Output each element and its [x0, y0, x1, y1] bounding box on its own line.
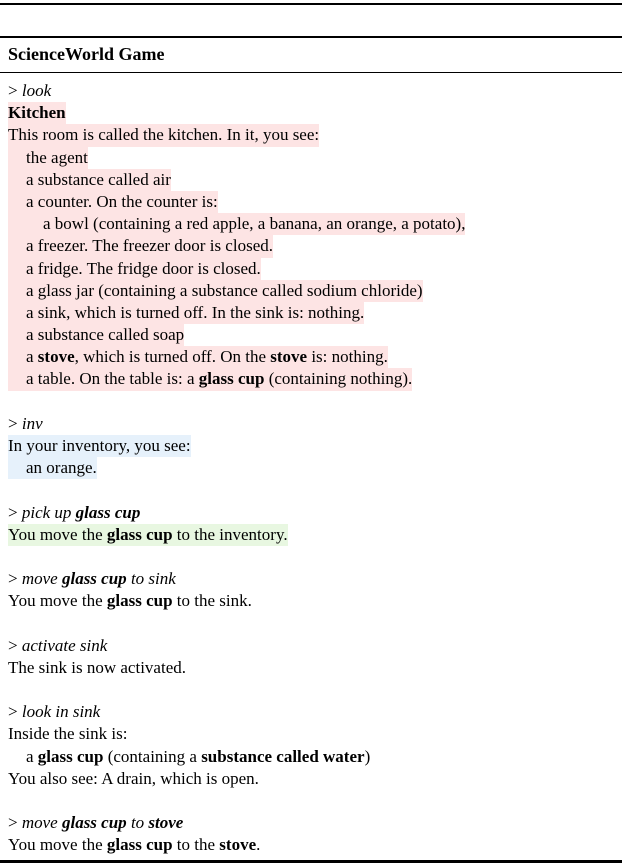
- table-title: ScienceWorld Game: [8, 44, 165, 64]
- observation-line: [8, 235, 618, 257]
- room-intro: This room is called the kitchen. In it, you see:: [8, 124, 319, 146]
- command-line: > look: [8, 81, 52, 100]
- sink-content: a glass cup (containing a substance called water): [26, 746, 371, 766]
- header-bottom-rule: [0, 72, 622, 73]
- room-item: a substance called air: [8, 169, 171, 191]
- command-text: look: [21, 81, 52, 100]
- observation-line: [8, 258, 618, 280]
- room-item: the agent: [8, 147, 88, 169]
- command-text: move glass cup to stove: [21, 813, 184, 833]
- room-item-nested: a bowl (containing a red apple, a banana, an orange, a potato),: [8, 213, 465, 235]
- action-result: You move the glass cup to the inventory.: [8, 524, 288, 546]
- observation-line: [8, 368, 618, 390]
- command-text: pick up glass cup: [21, 502, 141, 522]
- result-line: [8, 524, 618, 546]
- result-line: [8, 768, 618, 790]
- game-log: [8, 80, 618, 857]
- observation-line: [8, 213, 618, 235]
- command-line: > inv: [8, 413, 43, 433]
- room-item: a glass jar (containing a substance called sodium chloride): [8, 280, 423, 302]
- result-line: [8, 723, 618, 745]
- room-item: a table. On the table is: a glass cup (containing nothing).: [8, 368, 412, 390]
- command-line: > move glass cup to stove: [8, 813, 184, 833]
- room-item: a freezer. The freezer door is closed.: [8, 235, 273, 257]
- observation-line: [8, 169, 618, 191]
- observation-line: [8, 302, 618, 324]
- observation-line: [8, 191, 618, 213]
- observation-line: [8, 124, 618, 146]
- top-rule: [0, 3, 622, 5]
- action-result: You move the glass cup to the sink.: [8, 591, 252, 611]
- action-result: The sink is now activated.: [8, 657, 186, 677]
- command-line: > move glass cup to sink: [8, 569, 176, 589]
- observation-line: [8, 280, 618, 302]
- inventory-item: an orange.: [8, 457, 97, 479]
- observation-line: [8, 346, 618, 368]
- room-item: a sink, which is turned off. In the sink is: nothing.: [8, 302, 364, 324]
- result-line: [8, 657, 618, 679]
- action-result: You move the glass cup to the stove.: [8, 835, 261, 855]
- room-item: a counter. On the counter is:: [8, 191, 218, 213]
- room-item: a substance called soap: [8, 324, 184, 346]
- inventory-line: [8, 435, 618, 457]
- sink-intro: Inside the sink is:: [8, 724, 128, 744]
- inventory-intro: In your inventory, you see:: [8, 435, 191, 457]
- observation-line: [8, 324, 618, 346]
- command-line: > pick up glass cup: [8, 502, 141, 522]
- command-text: move glass cup to sink: [21, 569, 176, 589]
- result-line: [8, 834, 618, 856]
- result-line: [8, 590, 618, 612]
- command-line: > activate sink: [8, 635, 108, 655]
- command-text: look in sink: [21, 702, 101, 722]
- sink-also: You also see: A drain, which is open.: [8, 768, 259, 788]
- command-text: inv: [21, 413, 43, 433]
- bottom-rule: [0, 860, 622, 863]
- room-item: a fridge. The fridge door is closed.: [8, 258, 261, 280]
- room-item: a stove, which is turned off. On the stove is: nothing.: [8, 346, 388, 368]
- result-line: [8, 746, 618, 768]
- command-text: activate sink: [21, 635, 108, 655]
- room-name: Kitchen: [8, 102, 66, 124]
- observation-line: [8, 147, 618, 169]
- command-line: > look in sink: [8, 702, 101, 722]
- room-name-line: [8, 102, 618, 124]
- header-top-rule: [0, 36, 622, 38]
- inventory-line: [8, 457, 618, 479]
